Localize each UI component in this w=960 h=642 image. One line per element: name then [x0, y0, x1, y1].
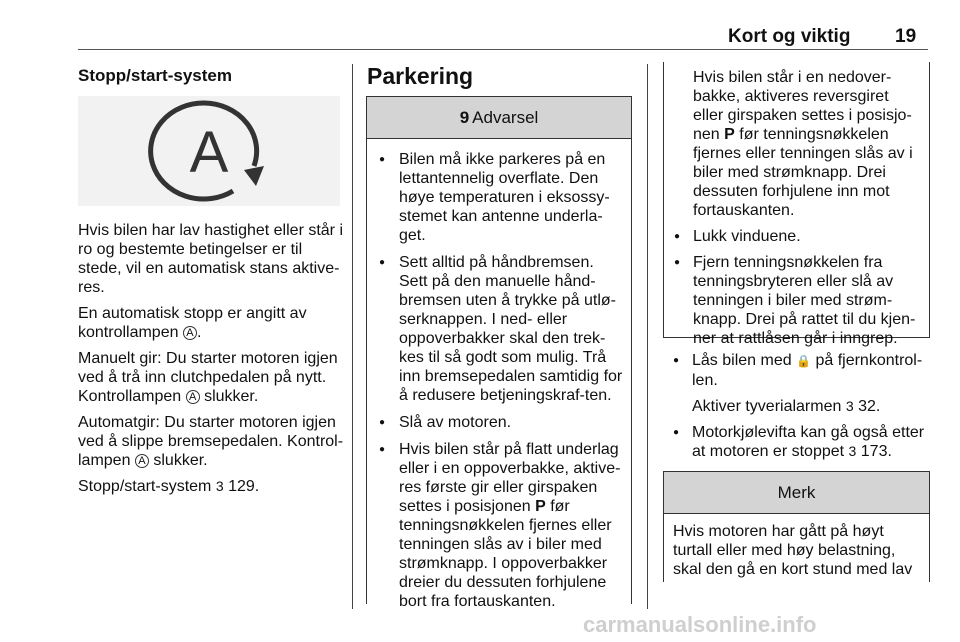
warning-box [366, 96, 632, 610]
parking-steps-list [663, 351, 930, 461]
reference-arrow-icon: 3 [848, 443, 857, 459]
list-item: ● Lukk vinduene. [664, 227, 929, 246]
parking-title: Parkering [367, 63, 474, 89]
text-run: Stopp/start-system [78, 478, 216, 495]
column-divider-2 [647, 64, 648, 609]
text-run: før tenningsnøkkelen fjernes eller tenningen slås av i biler med strømknapp. Drei dessuten forhjulene inn mot fortauskanten. [693, 126, 913, 219]
list-item: ● Slå av motoren. [367, 413, 631, 432]
warning-box-continued [663, 62, 930, 347]
list-item: ● Fjern tenningsnøkkelen fra tenningsbryteren eller slå av tenningen i biler med strøm‐knapp. Drei på rattet til du kjen‐ner at rattlåsen går i inngrep. [664, 253, 929, 348]
text-run: . [196, 324, 202, 341]
running-head: Kort og viktig [728, 26, 851, 47]
text-run: Manuelt gir: Du starter motoren igjen ved å trå inn clutchpedalen på nytt. Kontrollampen [78, 350, 338, 405]
lock-icon: 🔒 [796, 354, 812, 368]
text-run: 129. [223, 478, 260, 495]
section-title: Stopp/start-system [78, 66, 232, 85]
warning-list-continued [664, 227, 929, 348]
warning-label: Advarsel [472, 107, 539, 127]
gear-position: P [535, 498, 546, 515]
cross-reference[interactable] [78, 477, 350, 496]
list-item [663, 423, 930, 461]
auto-stop-inline-icon: A [186, 390, 200, 404]
auto-stop-icon [78, 96, 340, 206]
paragraph-1: Hvis bilen har lav hastighet eller står i ro og bestemte betingelser er til stede, vil en automatisk stans aktive‐res. [78, 222, 344, 296]
column-3 [663, 62, 930, 582]
text-run: Lås bilen med [692, 352, 797, 369]
note-header: Merk [664, 472, 929, 514]
text-run: 32. [853, 398, 881, 415]
auto-stop-inline-icon: A [135, 454, 149, 468]
text-run: 173. [856, 443, 892, 460]
text-run: En automatisk stopp er angitt av kontrollampen [78, 305, 307, 341]
paragraph-2 [78, 304, 350, 342]
cross-reference[interactable] [692, 397, 928, 416]
text-run: før tenningsnøkkelen fjernes eller tenningen slås av i biler med strømknapp. I oppoverbakker dreier du dessuten forhjulene bort fra fortauskanten. [399, 498, 612, 610]
watermark: carmanualsonline.info [583, 612, 817, 637]
column-1-text [78, 221, 350, 503]
text-run: Hvis bilen står i en nedover‐bakke, aktiveres reversgiret eller girspaken settes i posisjo‐nen [693, 69, 912, 143]
page-number: 19 [895, 26, 917, 47]
header-rule [78, 49, 928, 50]
list-item [663, 351, 930, 416]
text-run: slukker. [148, 452, 208, 469]
reference-arrow-icon: 3 [215, 478, 224, 494]
paragraph-3 [78, 349, 350, 406]
stop-start-icon-box [78, 96, 340, 206]
list-item: ● Bilen må ikke parkeres på en lettantennelig overflate. Den høye temperaturen i eksossy‐stemet kan antenne underla‐get. [367, 150, 631, 245]
text-run: på fjernkontrol‐len. [692, 352, 923, 389]
list-item [367, 440, 631, 611]
reference-arrow-icon: 3 [845, 398, 854, 414]
gear-position: P [724, 126, 735, 143]
warning-icon: 9 [459, 107, 470, 127]
text-run: Hvis bilen står på flatt underlag eller i en oppoverbakke, aktive‐res første gir eller girspaken settes i posisjonen [399, 441, 621, 515]
continued-paragraph [664, 68, 929, 220]
column-divider-1 [352, 64, 353, 609]
text-run: Motorkjølevifta kan gå også etter at motoren er stoppet [692, 424, 925, 460]
text-run: Automatgir: Du starter motoren igjen ved å slippe bremsepedalen. Kontrol‐lampen [78, 414, 344, 469]
note-text: Hvis motoren har gått på høyt turtall eller med høy belastning, skal den gå en kort stund med lav [673, 523, 913, 578]
note-box [663, 471, 930, 582]
list-item: ● Sett alltid på håndbremsen. Sett på den manuelle hånd‐bremsen uten å trykke på utlø‐serknappen. I ned- eller oppoverbakker skal den trek‐kes til så godt som mulig. Trå inn bremsepedalen samtidig for å redusere betjeningskraf‐ten. [367, 253, 631, 405]
text-run: slukker. [199, 388, 259, 405]
warning-header [367, 97, 631, 139]
warning-list [367, 139, 631, 611]
icon-letter: A [189, 120, 229, 185]
text-run: Aktiver tyverialarmen [692, 398, 846, 415]
paragraph-4 [78, 413, 350, 470]
auto-stop-inline-icon: A [183, 326, 197, 340]
